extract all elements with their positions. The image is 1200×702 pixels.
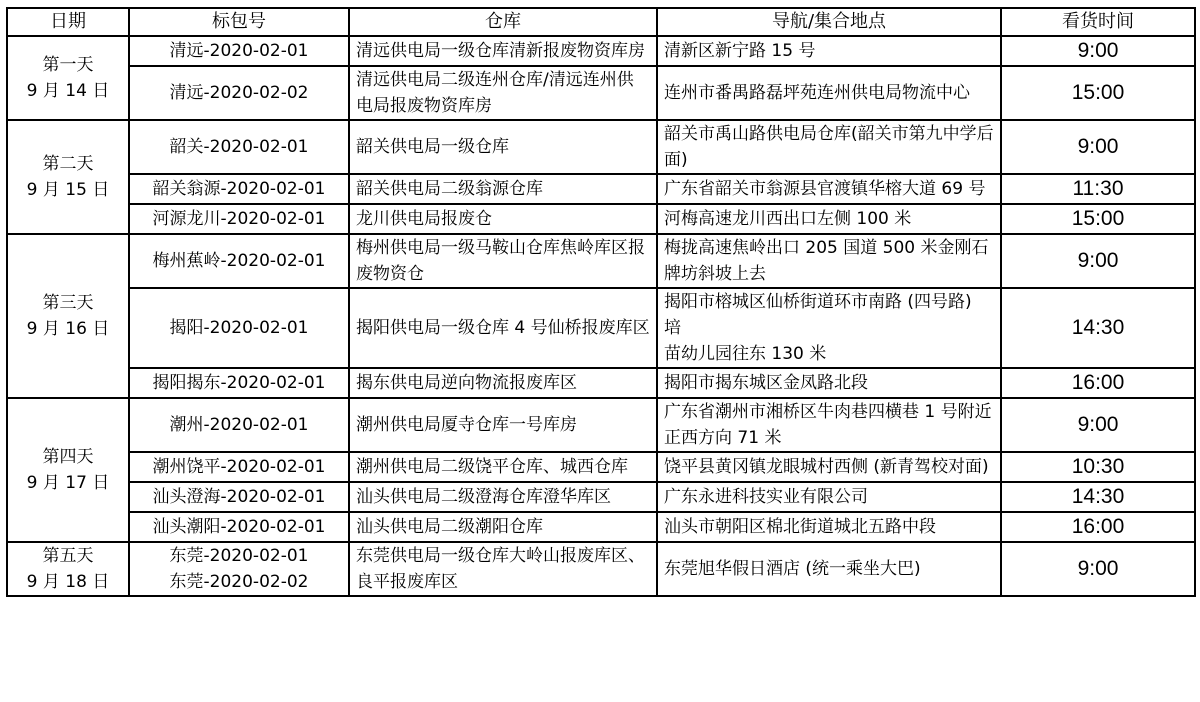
package-cell: [129, 288, 349, 368]
day-cell: [7, 542, 129, 596]
navigation-cell-line: 牌坊斜坡上去: [664, 264, 766, 284]
warehouse-cell-line: 良平报废库区: [356, 572, 458, 592]
table-row: [7, 452, 1195, 482]
day-cell: [7, 120, 129, 234]
table-body: [7, 36, 1195, 596]
warehouse-cell: [349, 204, 657, 234]
package-cell: [129, 368, 349, 398]
package-cell: [129, 36, 349, 66]
warehouse-cell: [349, 174, 657, 204]
inspection-schedule-table: [6, 7, 1196, 597]
time-cell: 11:30: [1001, 174, 1195, 204]
navigation-cell-line: 揭阳市揭东城区金凤路北段: [664, 373, 868, 393]
navigation-cell: [657, 482, 1001, 512]
table-row: [7, 542, 1195, 596]
navigation-cell-line: 饶平县黄冈镇龙眼城村西侧 (新青驾校对面): [664, 457, 989, 477]
warehouse-cell-line: 韶关供电局二级翁源仓库: [356, 179, 543, 199]
day-cell: [7, 398, 129, 542]
warehouse-cell: [349, 398, 657, 452]
warehouse-cell: [349, 288, 657, 368]
header-navigation: 导航/集合地点: [657, 8, 1001, 36]
time-cell: 15:00: [1001, 204, 1195, 234]
table-row: [7, 398, 1195, 452]
navigation-cell: [657, 204, 1001, 234]
day-label: 第五天: [42, 546, 94, 566]
navigation-cell-line: 广东省潮州市湘桥区牛肉巷四横巷 1 号附近: [664, 402, 992, 422]
date-label: 9 月 17 日: [26, 473, 110, 493]
warehouse-cell: [349, 512, 657, 542]
warehouse-cell-line: 东莞供电局一级仓库大岭山报废库区、: [356, 546, 645, 566]
package-cell-line: 揭阳-2020-02-01: [169, 318, 309, 338]
warehouse-cell-line: 梅州供电局一级马鞍山仓库焦岭库区报: [356, 238, 645, 258]
table-row: [7, 368, 1195, 398]
table-row: [7, 120, 1195, 174]
time-cell: 9:00: [1001, 120, 1195, 174]
package-cell-line: 梅州蕉岭-2020-02-01: [152, 251, 326, 271]
time-cell: 10:30: [1001, 452, 1195, 482]
table-row: [7, 288, 1195, 368]
warehouse-cell-line: 清远供电局一级仓库清新报废物资库房: [356, 41, 645, 61]
date-label: 9 月 16 日: [26, 319, 110, 339]
package-cell-line: 韶关翁源-2020-02-01: [152, 179, 326, 199]
table-row: [7, 482, 1195, 512]
time-cell: 9:00: [1001, 36, 1195, 66]
warehouse-cell: [349, 452, 657, 482]
warehouse-cell-line: 废物资仓: [356, 264, 424, 284]
header-row: [7, 8, 1195, 36]
navigation-cell: [657, 512, 1001, 542]
package-cell-line: 韶关-2020-02-01: [169, 137, 309, 157]
warehouse-cell: [349, 542, 657, 596]
navigation-cell: [657, 452, 1001, 482]
navigation-cell-line: 苗幼儿园往东 130 米: [664, 344, 827, 364]
time-cell: 9:00: [1001, 234, 1195, 288]
warehouse-cell: [349, 66, 657, 120]
package-cell-line: 潮州饶平-2020-02-01: [152, 457, 326, 477]
package-cell-line: 河源龙川-2020-02-01: [152, 209, 326, 229]
package-cell-line: 潮州-2020-02-01: [169, 415, 309, 435]
navigation-cell: [657, 120, 1001, 174]
navigation-cell: [657, 234, 1001, 288]
table-row: [7, 36, 1195, 66]
warehouse-cell-line: 汕头供电局二级澄海仓库澄华库区: [356, 487, 611, 507]
package-cell-line: 揭阳揭东-2020-02-01: [152, 373, 326, 393]
package-cell: [129, 174, 349, 204]
package-cell: [129, 452, 349, 482]
header-date: 日期: [7, 8, 129, 36]
package-cell: [129, 66, 349, 120]
table-row: [7, 174, 1195, 204]
navigation-cell: [657, 368, 1001, 398]
navigation-cell-line: 清新区新宁路 15 号: [664, 41, 816, 61]
day-cell: [7, 234, 129, 398]
day-label: 第四天: [42, 447, 94, 467]
warehouse-cell-line: 潮州供电局二级饶平仓库、城西仓库: [356, 457, 628, 477]
package-cell: [129, 542, 349, 596]
navigation-cell: [657, 288, 1001, 368]
table-row: [7, 204, 1195, 234]
table-row: [7, 66, 1195, 120]
navigation-cell: [657, 174, 1001, 204]
warehouse-cell-line: 揭阳供电局一级仓库 4 号仙桥报废库区: [356, 318, 650, 338]
header-time: 看货时间: [1001, 8, 1195, 36]
package-cell: [129, 512, 349, 542]
package-cell-line: 汕头潮阳-2020-02-01: [152, 517, 326, 537]
warehouse-cell-line: 汕头供电局二级潮阳仓库: [356, 517, 543, 537]
time-cell: 9:00: [1001, 542, 1195, 596]
warehouse-cell: [349, 120, 657, 174]
warehouse-cell-line: 揭东供电局逆向物流报废库区: [356, 373, 577, 393]
navigation-cell: [657, 66, 1001, 120]
warehouse-cell-line: 龙川供电局报废仓: [356, 209, 492, 229]
navigation-cell-line: 梅拢高速焦岭出口 205 国道 500 米金刚石: [664, 238, 989, 258]
warehouse-cell: [349, 36, 657, 66]
package-cell: [129, 482, 349, 512]
package-cell: [129, 120, 349, 174]
package-cell: [129, 204, 349, 234]
time-cell: 16:00: [1001, 512, 1195, 542]
package-cell-line: 东莞-2020-02-01: [169, 546, 309, 566]
warehouse-cell: [349, 482, 657, 512]
warehouse-cell-line: 电局报废物资库房: [356, 96, 492, 116]
package-cell-line: 东莞-2020-02-02: [169, 572, 309, 592]
navigation-cell-line: 汕头市朝阳区棉北街道城北五路中段: [664, 517, 936, 537]
navigation-cell-line: 韶关市禹山路供电局仓库(韶关市第九中学后: [664, 124, 994, 144]
header-package: 标包号: [129, 8, 349, 36]
day-label: 第二天: [42, 154, 94, 174]
navigation-cell-line: 连州市番禺路磊坪苑连州供电局物流中心: [664, 83, 970, 103]
warehouse-cell-line: 清远供电局二级连州仓库/清远连州供: [356, 70, 634, 90]
day-label: 第三天: [42, 293, 94, 313]
time-cell: 9:00: [1001, 398, 1195, 452]
time-cell: 14:30: [1001, 482, 1195, 512]
navigation-cell-line: 广东永进科技实业有限公司: [664, 487, 868, 507]
time-cell: 16:00: [1001, 368, 1195, 398]
package-cell: [129, 234, 349, 288]
navigation-cell-line: 河梅高速龙川西出口左侧 100 米: [664, 209, 912, 229]
navigation-cell: [657, 398, 1001, 452]
date-label: 9 月 18 日: [26, 572, 110, 592]
header-warehouse: 仓库: [349, 8, 657, 36]
date-label: 9 月 14 日: [26, 81, 110, 101]
warehouse-cell-line: 韶关供电局一级仓库: [356, 137, 509, 157]
navigation-cell-line: 广东省韶关市翁源县官渡镇华榕大道 69 号: [664, 179, 986, 199]
date-label: 9 月 15 日: [26, 180, 110, 200]
navigation-cell-line: 揭阳市榕城区仙桥街道环市南路 (四号路) 培: [664, 292, 972, 338]
package-cell: [129, 398, 349, 452]
table-row: [7, 512, 1195, 542]
navigation-cell-line: 面): [664, 150, 688, 170]
table-row: [7, 234, 1195, 288]
package-cell-line: 清远-2020-02-01: [169, 41, 309, 61]
time-cell: 15:00: [1001, 66, 1195, 120]
package-cell-line: 汕头澄海-2020-02-01: [152, 487, 326, 507]
navigation-cell: [657, 542, 1001, 596]
day-label: 第一天: [42, 55, 94, 75]
warehouse-cell-line: 潮州供电局厦寺仓库一号库房: [356, 415, 577, 435]
package-cell-line: 清远-2020-02-02: [169, 83, 309, 103]
navigation-cell: [657, 36, 1001, 66]
warehouse-cell: [349, 368, 657, 398]
navigation-cell-line: 东莞旭华假日酒店 (统一乘坐大巴): [664, 559, 921, 579]
day-cell: [7, 36, 129, 120]
warehouse-cell: [349, 234, 657, 288]
navigation-cell-line: 正西方向 71 米: [664, 428, 782, 448]
time-cell: 14:30: [1001, 288, 1195, 368]
